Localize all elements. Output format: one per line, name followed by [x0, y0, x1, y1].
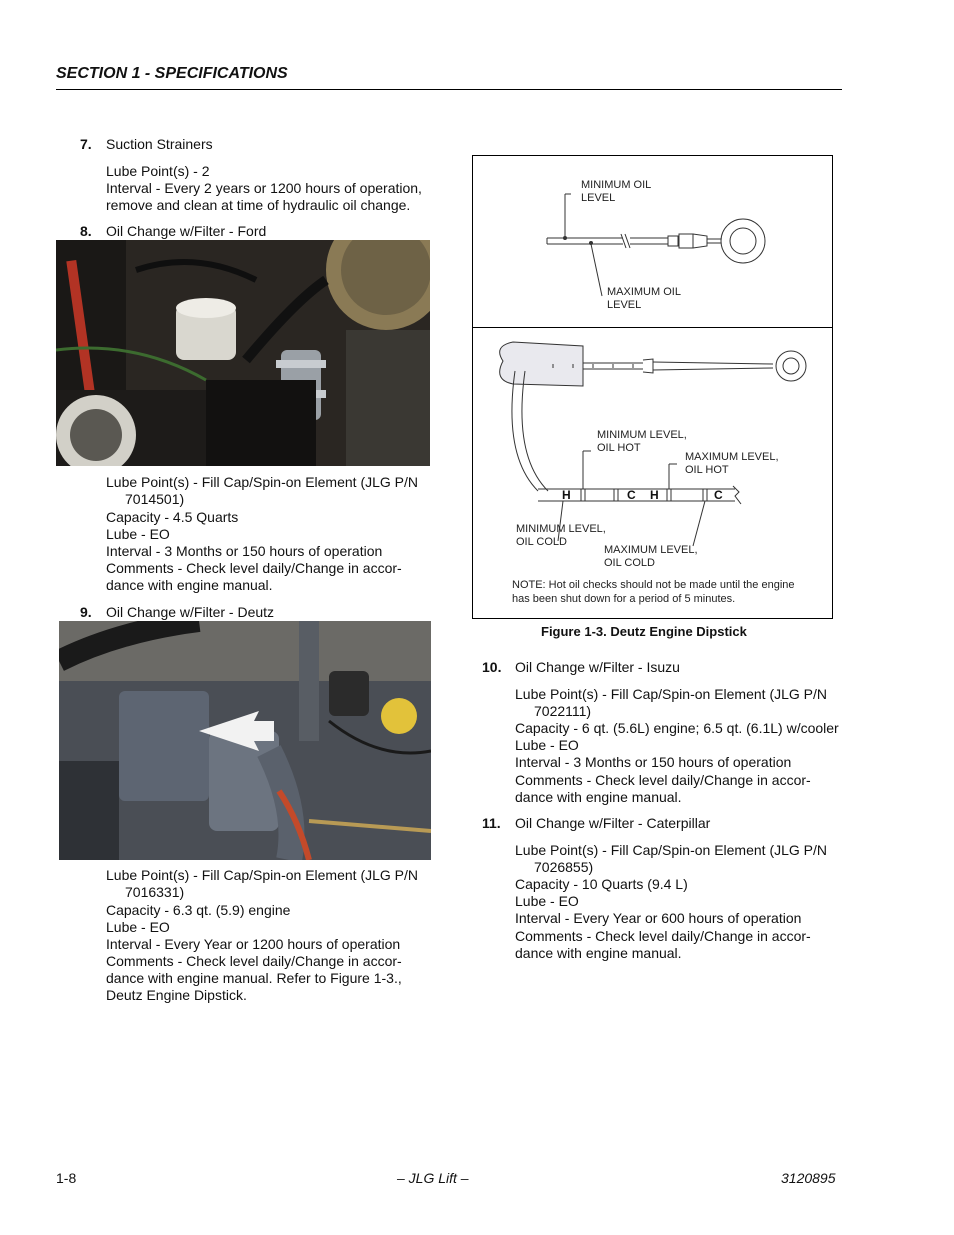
- item-line: 7026855): [534, 859, 594, 875]
- item-line: 7014501): [125, 491, 185, 507]
- item-line: Comments - Check level daily/Change in accor-: [106, 560, 402, 576]
- item-line: Lube Point(s) - 2: [106, 163, 210, 179]
- hot-mark: H: [650, 488, 659, 502]
- item-line: Comments - Check level daily/Change in accor-: [515, 772, 811, 788]
- item-number: 8.: [80, 223, 92, 239]
- section-title: SECTION 1 - SPECIFICATIONS: [56, 65, 288, 82]
- figure-caption: Figure 1-3. Deutz Engine Dipstick: [541, 624, 747, 639]
- item-line: dance with engine manual.: [515, 789, 682, 805]
- max-oil-label: MAXIMUM OIL: [607, 286, 681, 298]
- item-line: dance with engine manual.: [515, 945, 682, 961]
- item-number: 7.: [80, 136, 92, 152]
- item-line: dance with engine manual.: [106, 577, 273, 593]
- item-line: Capacity - 6 qt. (5.6L) engine; 6.5 qt. (6.1L) w/cooler: [515, 720, 839, 736]
- max-hot-label: MAXIMUM LEVEL,: [685, 451, 779, 463]
- footer-brand: – JLG Lift –: [397, 1170, 469, 1186]
- header-rule: [56, 89, 842, 90]
- item-line: Deutz Engine Dipstick.: [106, 987, 247, 1003]
- deutz-engine-photo: [59, 621, 431, 860]
- item-line: Interval - 3 Months or 150 hours of operation: [515, 754, 792, 770]
- item-line: Capacity - 10 Quarts (9.4 L): [515, 876, 688, 892]
- max-oil-label: LEVEL: [607, 299, 642, 311]
- item-line: Capacity - 6.3 qt. (5.9) engine: [106, 902, 291, 918]
- page-number: 1-8: [56, 1170, 77, 1186]
- max-hot-label: OIL HOT: [685, 464, 729, 476]
- min-cold-label: MINIMUM LEVEL,: [516, 523, 606, 535]
- item-line: dance with engine manual. Refer to Figure 1-3.,: [106, 970, 402, 986]
- item-line: Lube Point(s) - Fill Cap/Spin-on Element (JLG P/N: [515, 842, 828, 858]
- item-line: Capacity - 4.5 Quarts: [106, 509, 239, 525]
- item-title: Oil Change w/Filter - Deutz: [106, 604, 275, 620]
- item-title: Suction Strainers: [106, 136, 213, 152]
- item-line: Interval - Every Year or 1200 hours of operation: [106, 936, 401, 952]
- item-line: 7016331): [125, 884, 185, 900]
- item-line: remove and clean at time of hydraulic oil change.: [106, 197, 411, 213]
- max-cold-label: MAXIMUM LEVEL,: [604, 544, 698, 556]
- figure-note: NOTE: Hot oil checks should not be made until the engine: [512, 579, 795, 591]
- min-hot-label: MINIMUM LEVEL,: [597, 429, 687, 441]
- item-line: Lube - EO: [106, 526, 170, 542]
- min-oil-label: LEVEL: [581, 192, 616, 204]
- item-line: Interval - Every 2 years or 1200 hours of operation,: [106, 180, 422, 196]
- hot-mark: H: [562, 488, 571, 502]
- item-line: Comments - Check level daily/Change in accor-: [106, 953, 402, 969]
- figure-note: has been shut down for a period of 5 minutes.: [512, 593, 736, 605]
- item-line: Lube Point(s) - Fill Cap/Spin-on Element (JLG P/N: [515, 686, 828, 702]
- item-title: Oil Change w/Filter - Ford: [106, 223, 267, 239]
- item-line: 7022111): [534, 703, 592, 719]
- item-number: 9.: [80, 604, 92, 620]
- min-oil-label: MINIMUM OIL: [581, 179, 652, 191]
- item-line: Lube - EO: [106, 919, 170, 935]
- item-title: Oil Change w/Filter - Isuzu: [515, 659, 680, 675]
- item-number: 10.: [482, 659, 502, 675]
- ford-engine-photo: [56, 240, 430, 466]
- item-line: Interval - 3 Months or 150 hours of operation: [106, 543, 383, 559]
- item-line: Lube Point(s) - Fill Cap/Spin-on Element (JLG P/N: [106, 867, 419, 883]
- item-line: Comments - Check level daily/Change in accor-: [515, 928, 811, 944]
- max-cold-label: OIL COLD: [604, 557, 655, 569]
- min-cold-label: OIL COLD: [516, 536, 567, 548]
- item-number: 11.: [482, 815, 501, 831]
- item-line: Lube Point(s) - Fill Cap/Spin-on Element (JLG P/N: [106, 474, 419, 490]
- cold-mark: C: [627, 488, 636, 502]
- item-title: Oil Change w/Filter - Caterpillar: [515, 815, 711, 831]
- document-number: 3120895: [781, 1170, 836, 1186]
- item-line: Interval - Every Year or 600 hours of operation: [515, 910, 802, 926]
- item-line: Lube - EO: [515, 737, 579, 753]
- item-line: Lube - EO: [515, 893, 579, 909]
- cold-mark: C: [714, 488, 723, 502]
- min-hot-label: OIL HOT: [597, 442, 641, 454]
